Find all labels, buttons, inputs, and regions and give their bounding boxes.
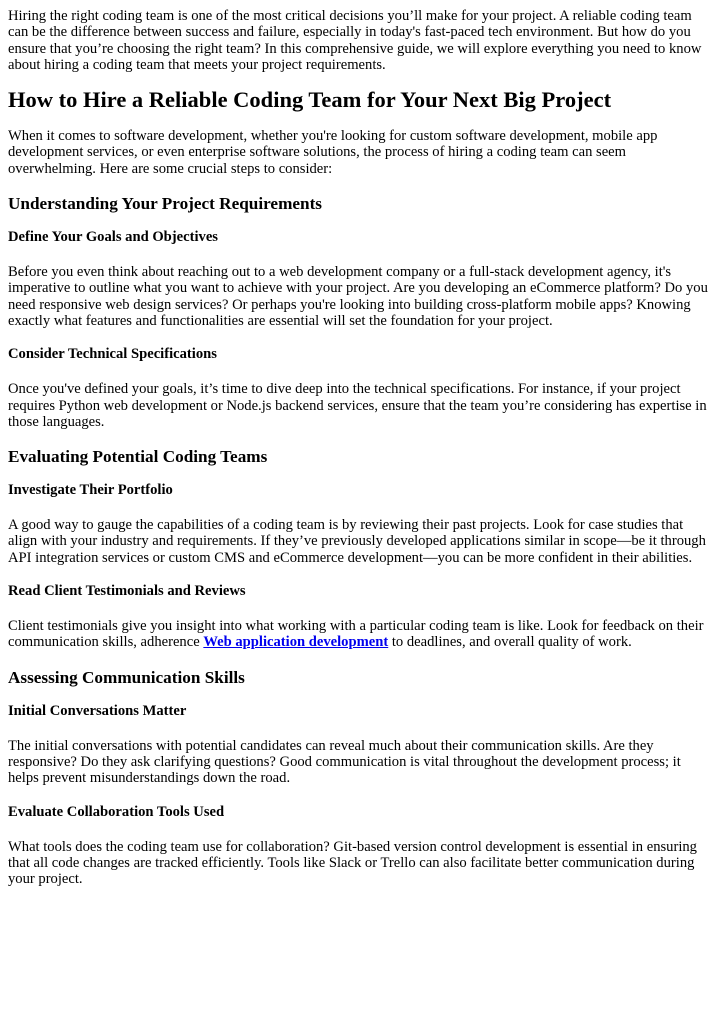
testimonials-text-after: to deadlines, and overall quality of work. — [388, 634, 632, 651]
paragraph-portfolio: A good way to gauge the capabilities of a coding team is by reviewing their past projects. Look for case studies that align with your industry and requirements. If they’ve previously developed applications similar in scope—be it through API integration services or custom CMS and eCommerce development—you can be more confident in their abilities. — [8, 517, 706, 566]
subheading-collaboration-tools: Evaluate Collaboration Tools Used — [8, 803, 225, 820]
page-title: How to Hire a Reliable Coding Team for Your Next Big Project — [8, 87, 612, 113]
section-heading-communication-skills: Assessing Communication Skills — [8, 667, 245, 687]
paragraph-collaboration-tools: What tools does the coding team use for collaboration? Git-based version control development is essential in ensuring that all code changes are tracked efficiently. Tools like Slack or Trello can also facilitate better communication during your project. — [8, 838, 697, 888]
subheading-technical-specifications: Consider Technical Specifications — [8, 346, 217, 363]
subheading-goals-objectives: Define Your Goals and Objectives — [8, 229, 218, 246]
subheading-testimonials: Read Client Testimonials and Reviews — [8, 583, 246, 600]
web-application-development-link[interactable]: Web application development — [203, 634, 389, 651]
paragraph-goals-objectives: Before you even think about reaching out to a web development company or a full-stack development agency, it's imperative to outline what you want to achieve with your project. Are you developing an eCommerce platform? Do you need responsive web design services? Or perhaps you're looking into building cross-platform mobile apps? Knowing exactly what features and functionalities are essential will set the foundation for your project. — [8, 264, 708, 329]
intro-paragraph: Hiring the right coding team is one of the most critical decisions you’ll make for your project. A reliable coding team can be the difference between success and failure, especially in today's fast-paced tech environment. But how do you ensure that you’re choosing the right team? In this comprehensive guide, we will explore everything you need to know about hiring a coding team that meets your project requirements. — [8, 8, 702, 73]
paragraph-technical-specifications: Once you've defined your goals, it’s time to dive deep into the technical specifications. For instance, if your project requires Python web development or Node.js backend services, ensure that the team you’re considering has expertise in those languages. — [8, 381, 707, 430]
paragraph-initial-conversations: The initial conversations with potential candidates can reveal much about their communication skills. Are they responsive? Do they ask clarifying questions? Good communication is vital throughout the development process; it helps prevent misunderstandings down the road. — [8, 737, 681, 787]
section-heading-evaluating-teams: Evaluating Potential Coding Teams — [8, 447, 268, 467]
title-paragraph: When it comes to software development, whether you're looking for custom software development, mobile app development services, or even enterprise software solutions, the process of hiring a coding team can seem overwhelming. Here are some crucial steps to consider: — [8, 128, 658, 177]
subheading-initial-conversations: Initial Conversations Matter — [8, 702, 187, 719]
subheading-portfolio: Investigate Their Portfolio — [8, 482, 173, 499]
testimonials-text-before: Client testimonials give you insight into what working with a particular coding team is like. Look for feedback on their communication skills, adherence — [8, 618, 704, 651]
paragraph-testimonials — [8, 618, 712, 651]
section-heading-project-requirements: Understanding Your Project Requirements — [8, 194, 322, 214]
